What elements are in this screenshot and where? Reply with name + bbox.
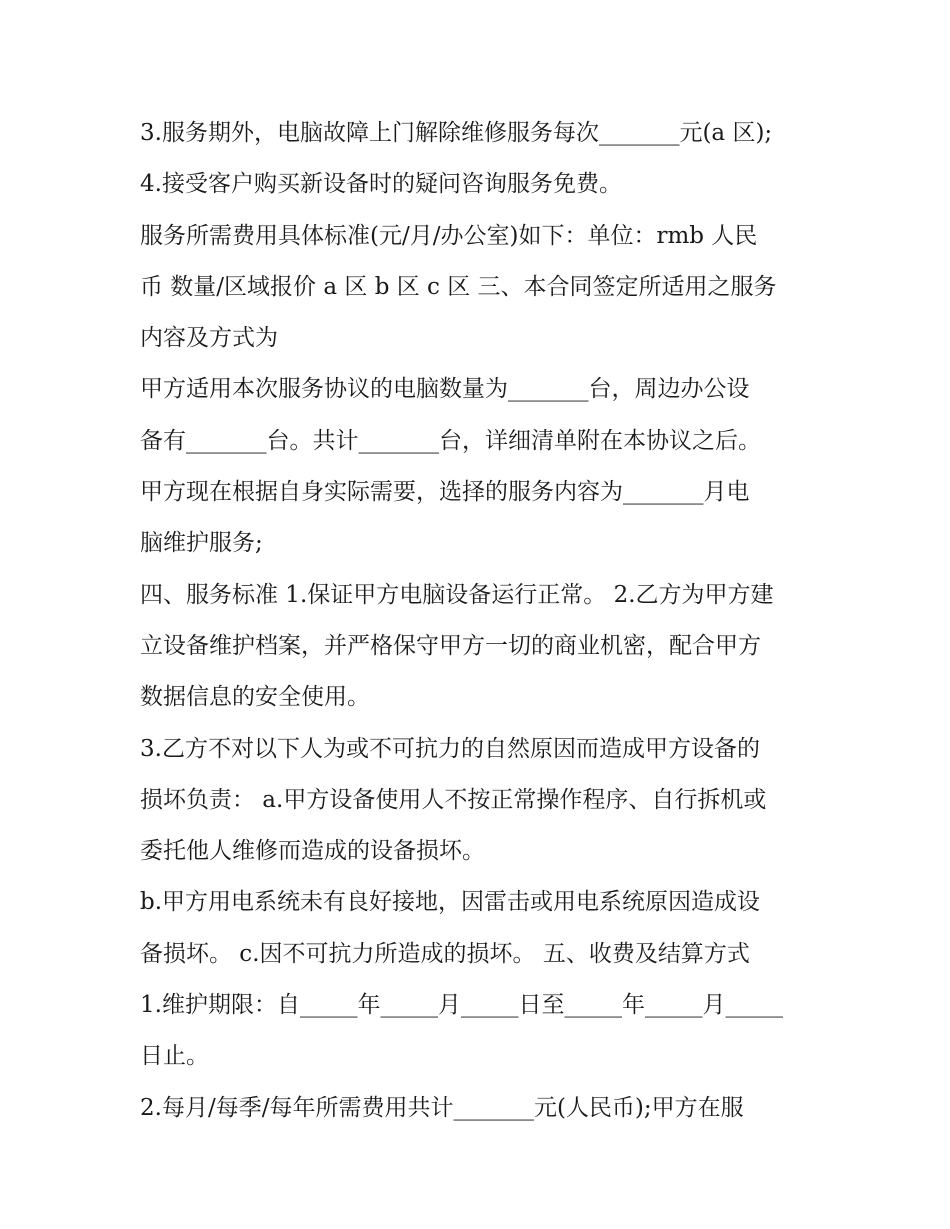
text-line: 3.服务期外，电脑故障上门解除维修服务每次_______元(a 区); xyxy=(140,120,773,146)
text-line: 备有_______台。共计_______台，详细清单附在本协议之后。 xyxy=(140,427,761,454)
text-line: 立设备维护档案，并严格保守甲方一切的商业机密，配合甲方 xyxy=(140,632,761,659)
text-line: 币 数量/区域报价 a 区 b 区 c 区 三、本合同签定所适用之服务 xyxy=(140,273,777,300)
text-line: 甲方现在根据自身实际需要，选择的服务内容为_______月电 xyxy=(140,479,750,506)
document-body xyxy=(140,108,815,1134)
text-line: 日止。 xyxy=(140,1043,209,1070)
text-line: b.甲方用电系统未有良好接地，因雷击或用电系统原因造成设 xyxy=(140,889,761,916)
text-line: 2.每月/每季/每年所需费用共计_______元(人民币);甲方在服 xyxy=(140,1094,744,1121)
text-line: 备损坏。 c.因不可抗力所造成的损坏。 五、收费及结算方式 xyxy=(140,940,750,967)
text-line: 甲方适用本次服务协议的电脑数量为_______台，周边办公设 xyxy=(140,376,750,403)
text-line: 4.接受客户购买新设备时的疑问咨询服务免费。 xyxy=(140,171,622,198)
text-line: 数据信息的安全使用。 xyxy=(140,684,370,711)
text-line: 委托他人维修而造成的设备损坏。 xyxy=(140,838,485,865)
text-line: 服务所需费用具体标准(元/月/办公室)如下：单位：rmb 人民 xyxy=(140,222,758,249)
text-line: 1.维护期限：自_____年_____月_____日至_____年_____月_____ xyxy=(140,992,783,1019)
text-line: 损坏负责： a.甲方设备使用人不按正常操作程序、自行拆机或 xyxy=(140,786,767,813)
text-line: 脑维护服务; xyxy=(140,530,263,557)
text-line: 3.乙方不对以下人为或不可抗力的自然原因而造成甲方设备的 xyxy=(140,735,760,762)
text-line: 内容及方式为 xyxy=(140,325,278,352)
text-line: 四、服务标准 1.保证甲方电脑设备运行正常。 2.乙方为甲方建 xyxy=(140,581,774,608)
